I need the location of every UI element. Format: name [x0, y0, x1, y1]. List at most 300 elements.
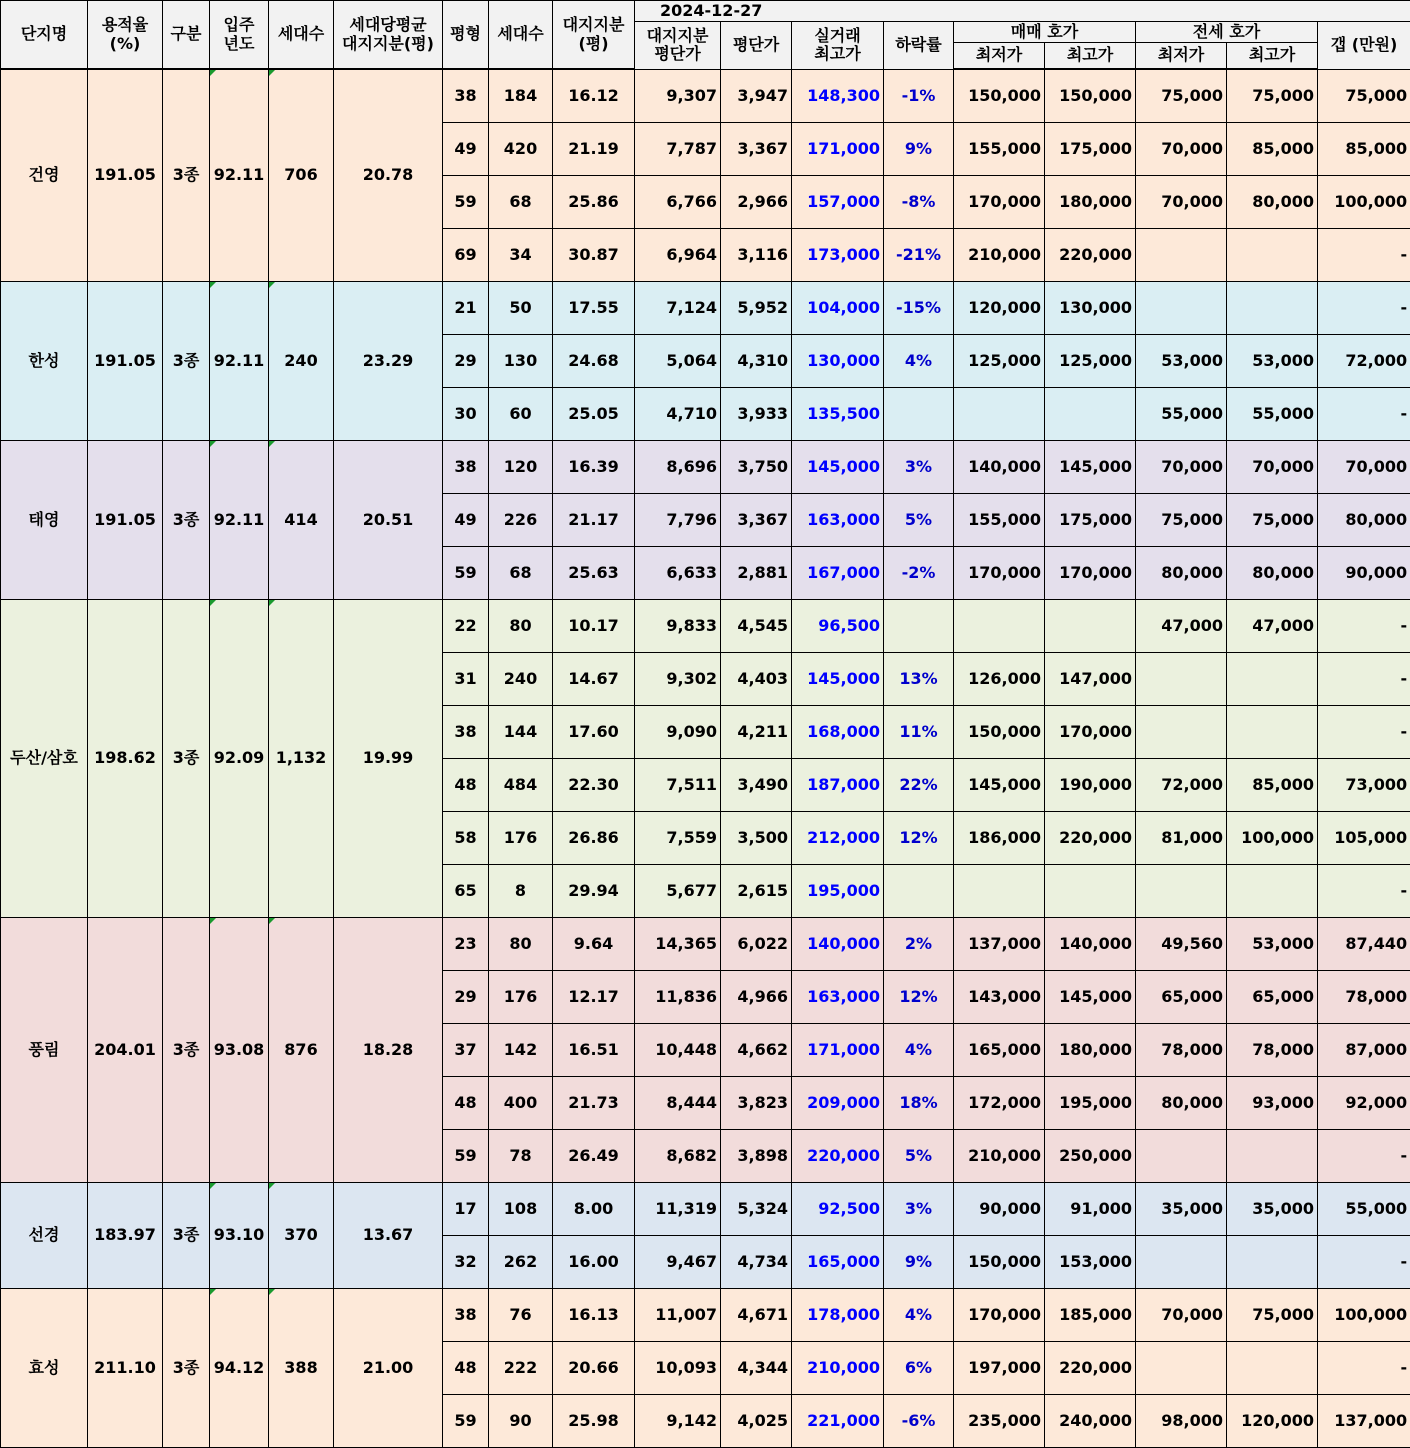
- jeonse-min-cell[interactable]: [1136, 1342, 1227, 1395]
- deal-price-cell[interactable]: 140,000: [792, 918, 884, 971]
- deal-price-cell[interactable]: 104,000: [792, 282, 884, 335]
- deal-price-cell[interactable]: 171,000: [792, 1024, 884, 1077]
- size-cell[interactable]: 32: [443, 1236, 489, 1289]
- deal-price-cell[interactable]: 168,000: [792, 706, 884, 759]
- land-price-cell[interactable]: 8,696: [635, 441, 721, 494]
- size-cell[interactable]: 58: [443, 812, 489, 865]
- size-households-cell[interactable]: 8: [489, 865, 553, 918]
- complex-name-cell[interactable]: 효성: [1, 1289, 88, 1448]
- land-cell[interactable]: 17.60: [553, 706, 635, 759]
- gap-cell[interactable]: 85,000: [1318, 123, 1410, 176]
- sale-min-cell[interactable]: 155,000: [954, 494, 1045, 547]
- pyeong-price-cell[interactable]: 3,750: [721, 441, 792, 494]
- header-far[interactable]: [88, 1, 163, 70]
- size-cell[interactable]: 29: [443, 971, 489, 1024]
- gap-cell[interactable]: -: [1318, 1236, 1410, 1289]
- gap-cell[interactable]: 73,000: [1318, 759, 1410, 812]
- drop-rate-cell[interactable]: 4%: [884, 1289, 954, 1342]
- land-cell[interactable]: 14.67: [553, 653, 635, 706]
- land-cell[interactable]: 16.13: [553, 1289, 635, 1342]
- drop-rate-cell[interactable]: -15%: [884, 282, 954, 335]
- land-cell[interactable]: 29.94: [553, 865, 635, 918]
- far-cell[interactable]: 183.97: [88, 1183, 163, 1289]
- sale-min-cell[interactable]: 126,000: [954, 653, 1045, 706]
- year-cell[interactable]: 93.08: [210, 918, 269, 1183]
- jeonse-max-cell[interactable]: 65,000: [1227, 971, 1318, 1024]
- pyeong-price-cell[interactable]: 4,310: [721, 335, 792, 388]
- size-cell[interactable]: 49: [443, 123, 489, 176]
- pyeong-price-cell[interactable]: 2,966: [721, 176, 792, 229]
- size-households-cell[interactable]: 142: [489, 1024, 553, 1077]
- deal-price-cell[interactable]: 210,000: [792, 1342, 884, 1395]
- complex-name-cell[interactable]: 한성: [1, 282, 88, 441]
- jeonse-max-cell[interactable]: 35,000: [1227, 1183, 1318, 1236]
- zone-cell[interactable]: 3종: [163, 282, 210, 441]
- header-drop-rate[interactable]: [884, 22, 954, 70]
- header-avg-land[interactable]: [334, 1, 443, 70]
- pyeong-price-cell[interactable]: 4,966: [721, 971, 792, 1024]
- avg-land-cell[interactable]: 19.99: [334, 600, 443, 918]
- size-cell[interactable]: 59: [443, 176, 489, 229]
- land-price-cell[interactable]: 7,796: [635, 494, 721, 547]
- pyeong-price-cell[interactable]: 3,500: [721, 812, 792, 865]
- households-cell[interactable]: 876: [269, 918, 334, 1183]
- far-cell[interactable]: 191.05: [88, 69, 163, 282]
- land-cell[interactable]: 24.68: [553, 335, 635, 388]
- pyeong-price-cell[interactable]: 3,116: [721, 229, 792, 282]
- jeonse-max-cell[interactable]: [1227, 653, 1318, 706]
- gap-cell[interactable]: 78,000: [1318, 971, 1410, 1024]
- size-cell[interactable]: 38: [443, 441, 489, 494]
- zone-cell[interactable]: 3종: [163, 918, 210, 1183]
- sale-max-cell[interactable]: 145,000: [1045, 441, 1136, 494]
- deal-price-cell[interactable]: 195,000: [792, 865, 884, 918]
- land-price-cell[interactable]: 9,833: [635, 600, 721, 653]
- pyeong-price-cell[interactable]: 4,211: [721, 706, 792, 759]
- sale-max-cell[interactable]: 91,000: [1045, 1183, 1136, 1236]
- size-cell[interactable]: 59: [443, 1395, 489, 1448]
- avg-land-cell[interactable]: 20.51: [334, 441, 443, 600]
- sale-max-cell[interactable]: 153,000: [1045, 1236, 1136, 1289]
- land-price-cell[interactable]: 10,448: [635, 1024, 721, 1077]
- gap-cell[interactable]: 90,000: [1318, 547, 1410, 600]
- jeonse-min-cell[interactable]: 80,000: [1136, 547, 1227, 600]
- year-cell[interactable]: 92.11: [210, 282, 269, 441]
- jeonse-max-cell[interactable]: 93,000: [1227, 1077, 1318, 1130]
- jeonse-min-cell[interactable]: 98,000: [1136, 1395, 1227, 1448]
- sale-max-cell[interactable]: 220,000: [1045, 1342, 1136, 1395]
- sale-min-cell[interactable]: 170,000: [954, 547, 1045, 600]
- header-name[interactable]: [1, 1, 88, 70]
- deal-price-cell[interactable]: 178,000: [792, 1289, 884, 1342]
- households-cell[interactable]: 706: [269, 69, 334, 282]
- header-land[interactable]: [553, 1, 635, 70]
- pyeong-price-cell[interactable]: 3,367: [721, 494, 792, 547]
- jeonse-min-cell[interactable]: 78,000: [1136, 1024, 1227, 1077]
- header-zone[interactable]: [163, 1, 210, 70]
- jeonse-min-cell[interactable]: 75,000: [1136, 69, 1227, 123]
- avg-land-cell[interactable]: 23.29: [334, 282, 443, 441]
- sale-min-cell[interactable]: 235,000: [954, 1395, 1045, 1448]
- land-cell[interactable]: 16.00: [553, 1236, 635, 1289]
- sale-min-cell[interactable]: [954, 865, 1045, 918]
- size-households-cell[interactable]: 420: [489, 123, 553, 176]
- far-cell[interactable]: 191.05: [88, 441, 163, 600]
- drop-rate-cell[interactable]: -8%: [884, 176, 954, 229]
- gap-cell[interactable]: 87,000: [1318, 1024, 1410, 1077]
- gap-cell[interactable]: 70,000: [1318, 441, 1410, 494]
- jeonse-max-cell[interactable]: 100,000: [1227, 812, 1318, 865]
- pyeong-price-cell[interactable]: 3,490: [721, 759, 792, 812]
- deal-price-cell[interactable]: 173,000: [792, 229, 884, 282]
- size-cell[interactable]: 17: [443, 1183, 489, 1236]
- size-households-cell[interactable]: 484: [489, 759, 553, 812]
- jeonse-min-cell[interactable]: [1136, 653, 1227, 706]
- jeonse-max-cell[interactable]: 85,000: [1227, 759, 1318, 812]
- land-price-cell[interactable]: 5,677: [635, 865, 721, 918]
- jeonse-max-cell[interactable]: 80,000: [1227, 176, 1318, 229]
- sale-max-cell[interactable]: 150,000: [1045, 69, 1136, 123]
- year-cell[interactable]: 92.11: [210, 441, 269, 600]
- jeonse-max-cell[interactable]: 53,000: [1227, 918, 1318, 971]
- deal-price-cell[interactable]: 212,000: [792, 812, 884, 865]
- land-price-cell[interactable]: 6,766: [635, 176, 721, 229]
- land-price-cell[interactable]: 11,007: [635, 1289, 721, 1342]
- pyeong-price-cell[interactable]: 3,367: [721, 123, 792, 176]
- gap-cell[interactable]: 92,000: [1318, 1077, 1410, 1130]
- deal-price-cell[interactable]: 163,000: [792, 494, 884, 547]
- gap-cell[interactable]: 100,000: [1318, 176, 1410, 229]
- drop-rate-cell[interactable]: [884, 865, 954, 918]
- header-sale-group[interactable]: [954, 22, 1136, 43]
- header-jeonse-min[interactable]: [1136, 43, 1227, 70]
- far-cell[interactable]: 198.62: [88, 600, 163, 918]
- deal-price-cell[interactable]: 96,500: [792, 600, 884, 653]
- land-cell[interactable]: 17.55: [553, 282, 635, 335]
- sale-min-cell[interactable]: 170,000: [954, 176, 1045, 229]
- sale-max-cell[interactable]: 195,000: [1045, 1077, 1136, 1130]
- jeonse-min-cell[interactable]: 75,000: [1136, 494, 1227, 547]
- gap-cell[interactable]: 105,000: [1318, 812, 1410, 865]
- drop-rate-cell[interactable]: -6%: [884, 1395, 954, 1448]
- sale-max-cell[interactable]: [1045, 388, 1136, 441]
- gap-cell[interactable]: 72,000: [1318, 335, 1410, 388]
- jeonse-min-cell[interactable]: 70,000: [1136, 176, 1227, 229]
- sale-min-cell[interactable]: 143,000: [954, 971, 1045, 1024]
- size-households-cell[interactable]: 262: [489, 1236, 553, 1289]
- households-cell[interactable]: 240: [269, 282, 334, 441]
- pyeong-price-cell[interactable]: 3,933: [721, 388, 792, 441]
- zone-cell[interactable]: 3종: [163, 1183, 210, 1289]
- jeonse-max-cell[interactable]: [1227, 706, 1318, 759]
- sale-max-cell[interactable]: 180,000: [1045, 1024, 1136, 1077]
- jeonse-min-cell[interactable]: [1136, 1236, 1227, 1289]
- land-cell[interactable]: 21.17: [553, 494, 635, 547]
- drop-rate-cell[interactable]: 18%: [884, 1077, 954, 1130]
- drop-rate-cell[interactable]: -1%: [884, 69, 954, 123]
- sale-max-cell[interactable]: 190,000: [1045, 759, 1136, 812]
- gap-cell[interactable]: -: [1318, 706, 1410, 759]
- gap-cell[interactable]: 100,000: [1318, 1289, 1410, 1342]
- header-gap[interactable]: [1318, 22, 1410, 70]
- complex-name-cell[interactable]: 태영: [1, 441, 88, 600]
- deal-price-cell[interactable]: 171,000: [792, 123, 884, 176]
- jeonse-min-cell[interactable]: 55,000: [1136, 388, 1227, 441]
- land-cell[interactable]: 21.19: [553, 123, 635, 176]
- land-price-cell[interactable]: 7,511: [635, 759, 721, 812]
- size-households-cell[interactable]: 76: [489, 1289, 553, 1342]
- land-price-cell[interactable]: 7,559: [635, 812, 721, 865]
- drop-rate-cell[interactable]: 6%: [884, 1342, 954, 1395]
- drop-rate-cell[interactable]: 5%: [884, 494, 954, 547]
- size-cell[interactable]: 37: [443, 1024, 489, 1077]
- land-cell[interactable]: 25.63: [553, 547, 635, 600]
- land-price-cell[interactable]: 9,467: [635, 1236, 721, 1289]
- jeonse-max-cell[interactable]: 53,000: [1227, 335, 1318, 388]
- size-households-cell[interactable]: 78: [489, 1130, 553, 1183]
- deal-price-cell[interactable]: 187,000: [792, 759, 884, 812]
- drop-rate-cell[interactable]: 13%: [884, 653, 954, 706]
- jeonse-max-cell[interactable]: [1227, 865, 1318, 918]
- land-price-cell[interactable]: 5,064: [635, 335, 721, 388]
- sale-min-cell[interactable]: 125,000: [954, 335, 1045, 388]
- jeonse-max-cell[interactable]: 120,000: [1227, 1395, 1318, 1448]
- households-cell[interactable]: 1,132: [269, 600, 334, 918]
- sale-max-cell[interactable]: 180,000: [1045, 176, 1136, 229]
- size-households-cell[interactable]: 176: [489, 971, 553, 1024]
- land-price-cell[interactable]: 6,633: [635, 547, 721, 600]
- sale-min-cell[interactable]: 155,000: [954, 123, 1045, 176]
- gap-cell[interactable]: -: [1318, 865, 1410, 918]
- land-price-cell[interactable]: 9,142: [635, 1395, 721, 1448]
- jeonse-min-cell[interactable]: [1136, 229, 1227, 282]
- sale-max-cell[interactable]: 140,000: [1045, 918, 1136, 971]
- size-cell[interactable]: 23: [443, 918, 489, 971]
- land-cell[interactable]: 26.86: [553, 812, 635, 865]
- drop-rate-cell[interactable]: 9%: [884, 123, 954, 176]
- jeonse-min-cell[interactable]: 65,000: [1136, 971, 1227, 1024]
- jeonse-max-cell[interactable]: 55,000: [1227, 388, 1318, 441]
- drop-rate-cell[interactable]: [884, 388, 954, 441]
- sale-min-cell[interactable]: 90,000: [954, 1183, 1045, 1236]
- gap-cell[interactable]: 55,000: [1318, 1183, 1410, 1236]
- size-households-cell[interactable]: 120: [489, 441, 553, 494]
- land-cell[interactable]: 25.86: [553, 176, 635, 229]
- size-households-cell[interactable]: 184: [489, 69, 553, 123]
- jeonse-max-cell[interactable]: [1227, 282, 1318, 335]
- deal-price-cell[interactable]: 148,300: [792, 69, 884, 123]
- complex-name-cell[interactable]: 선경: [1, 1183, 88, 1289]
- sale-min-cell[interactable]: 137,000: [954, 918, 1045, 971]
- gap-cell[interactable]: 75,000: [1318, 69, 1410, 123]
- zone-cell[interactable]: 3종: [163, 1289, 210, 1448]
- pyeong-price-cell[interactable]: 4,662: [721, 1024, 792, 1077]
- size-cell[interactable]: 38: [443, 69, 489, 123]
- gap-cell[interactable]: -: [1318, 1342, 1410, 1395]
- year-cell[interactable]: 94.12: [210, 1289, 269, 1448]
- deal-price-cell[interactable]: 220,000: [792, 1130, 884, 1183]
- size-cell[interactable]: 49: [443, 494, 489, 547]
- land-price-cell[interactable]: 10,093: [635, 1342, 721, 1395]
- land-cell[interactable]: 20.66: [553, 1342, 635, 1395]
- drop-rate-cell[interactable]: 4%: [884, 335, 954, 388]
- drop-rate-cell[interactable]: 12%: [884, 812, 954, 865]
- pyeong-price-cell[interactable]: 2,881: [721, 547, 792, 600]
- size-households-cell[interactable]: 60: [489, 388, 553, 441]
- size-households-cell[interactable]: 90: [489, 1395, 553, 1448]
- zone-cell[interactable]: 3종: [163, 69, 210, 282]
- size-cell[interactable]: 48: [443, 1342, 489, 1395]
- header-jeonse-group[interactable]: [1136, 22, 1318, 43]
- land-price-cell[interactable]: 8,682: [635, 1130, 721, 1183]
- jeonse-min-cell[interactable]: 81,000: [1136, 812, 1227, 865]
- land-cell[interactable]: 16.12: [553, 69, 635, 123]
- drop-rate-cell[interactable]: 9%: [884, 1236, 954, 1289]
- deal-price-cell[interactable]: 163,000: [792, 971, 884, 1024]
- jeonse-max-cell[interactable]: 75,000: [1227, 1289, 1318, 1342]
- size-cell[interactable]: 22: [443, 600, 489, 653]
- sale-max-cell[interactable]: 175,000: [1045, 494, 1136, 547]
- land-cell[interactable]: 21.73: [553, 1077, 635, 1130]
- jeonse-min-cell[interactable]: [1136, 1130, 1227, 1183]
- sale-max-cell[interactable]: 175,000: [1045, 123, 1136, 176]
- header-pyeong-price[interactable]: [721, 22, 792, 70]
- land-cell[interactable]: 26.49: [553, 1130, 635, 1183]
- size-cell[interactable]: 30: [443, 388, 489, 441]
- deal-price-cell[interactable]: 135,500: [792, 388, 884, 441]
- pyeong-price-cell[interactable]: 3,823: [721, 1077, 792, 1130]
- sale-max-cell[interactable]: [1045, 600, 1136, 653]
- far-cell[interactable]: 211.10: [88, 1289, 163, 1448]
- header-year[interactable]: [210, 1, 269, 70]
- jeonse-min-cell[interactable]: 49,560: [1136, 918, 1227, 971]
- size-cell[interactable]: 38: [443, 706, 489, 759]
- jeonse-min-cell[interactable]: 70,000: [1136, 441, 1227, 494]
- header-date[interactable]: [635, 1, 1410, 22]
- land-cell[interactable]: 16.39: [553, 441, 635, 494]
- jeonse-max-cell[interactable]: 75,000: [1227, 494, 1318, 547]
- households-cell[interactable]: 388: [269, 1289, 334, 1448]
- drop-rate-cell[interactable]: 22%: [884, 759, 954, 812]
- land-price-cell[interactable]: 9,302: [635, 653, 721, 706]
- land-cell[interactable]: 30.87: [553, 229, 635, 282]
- pyeong-price-cell[interactable]: 4,545: [721, 600, 792, 653]
- gap-cell[interactable]: -: [1318, 388, 1410, 441]
- size-households-cell[interactable]: 144: [489, 706, 553, 759]
- sale-max-cell[interactable]: 185,000: [1045, 1289, 1136, 1342]
- jeonse-max-cell[interactable]: 85,000: [1227, 123, 1318, 176]
- land-price-cell[interactable]: 7,787: [635, 123, 721, 176]
- header-sale-max[interactable]: [1045, 43, 1136, 70]
- land-price-cell[interactable]: 14,365: [635, 918, 721, 971]
- size-cell[interactable]: 31: [443, 653, 489, 706]
- pyeong-price-cell[interactable]: 3,947: [721, 69, 792, 123]
- land-price-cell[interactable]: 11,319: [635, 1183, 721, 1236]
- size-households-cell[interactable]: 80: [489, 600, 553, 653]
- land-price-cell[interactable]: 8,444: [635, 1077, 721, 1130]
- year-cell[interactable]: 92.09: [210, 600, 269, 918]
- sale-min-cell[interactable]: 210,000: [954, 1130, 1045, 1183]
- jeonse-min-cell[interactable]: 47,000: [1136, 600, 1227, 653]
- jeonse-max-cell[interactable]: [1227, 1236, 1318, 1289]
- zone-cell[interactable]: 3종: [163, 600, 210, 918]
- sale-min-cell[interactable]: 145,000: [954, 759, 1045, 812]
- size-households-cell[interactable]: 68: [489, 547, 553, 600]
- jeonse-min-cell[interactable]: 70,000: [1136, 1289, 1227, 1342]
- sale-max-cell[interactable]: 130,000: [1045, 282, 1136, 335]
- deal-price-cell[interactable]: 145,000: [792, 441, 884, 494]
- size-cell[interactable]: 65: [443, 865, 489, 918]
- size-households-cell[interactable]: 34: [489, 229, 553, 282]
- land-cell[interactable]: 25.05: [553, 388, 635, 441]
- sale-min-cell[interactable]: 165,000: [954, 1024, 1045, 1077]
- size-households-cell[interactable]: 176: [489, 812, 553, 865]
- jeonse-min-cell[interactable]: [1136, 282, 1227, 335]
- land-cell[interactable]: 9.64: [553, 918, 635, 971]
- jeonse-min-cell[interactable]: [1136, 706, 1227, 759]
- sale-max-cell[interactable]: 170,000: [1045, 547, 1136, 600]
- sale-max-cell[interactable]: 147,000: [1045, 653, 1136, 706]
- size-households-cell[interactable]: 50: [489, 282, 553, 335]
- jeonse-max-cell[interactable]: 70,000: [1227, 441, 1318, 494]
- size-households-cell[interactable]: 240: [489, 653, 553, 706]
- jeonse-max-cell[interactable]: [1227, 1342, 1318, 1395]
- sale-max-cell[interactable]: 220,000: [1045, 229, 1136, 282]
- households-cell[interactable]: 414: [269, 441, 334, 600]
- deal-price-cell[interactable]: 165,000: [792, 1236, 884, 1289]
- size-cell[interactable]: 48: [443, 1077, 489, 1130]
- jeonse-min-cell[interactable]: 70,000: [1136, 123, 1227, 176]
- size-cell[interactable]: 48: [443, 759, 489, 812]
- avg-land-cell[interactable]: 20.78: [334, 69, 443, 282]
- sale-max-cell[interactable]: 170,000: [1045, 706, 1136, 759]
- year-cell[interactable]: 93.10: [210, 1183, 269, 1289]
- gap-cell[interactable]: -: [1318, 600, 1410, 653]
- pyeong-price-cell[interactable]: 3,898: [721, 1130, 792, 1183]
- drop-rate-cell[interactable]: 12%: [884, 971, 954, 1024]
- far-cell[interactable]: 191.05: [88, 282, 163, 441]
- pyeong-price-cell[interactable]: 4,671: [721, 1289, 792, 1342]
- pyeong-price-cell[interactable]: 4,344: [721, 1342, 792, 1395]
- jeonse-min-cell[interactable]: 72,000: [1136, 759, 1227, 812]
- jeonse-max-cell[interactable]: 78,000: [1227, 1024, 1318, 1077]
- sale-max-cell[interactable]: 240,000: [1045, 1395, 1136, 1448]
- size-households-cell[interactable]: 226: [489, 494, 553, 547]
- pyeong-price-cell[interactable]: 5,952: [721, 282, 792, 335]
- size-households-cell[interactable]: 400: [489, 1077, 553, 1130]
- drop-rate-cell[interactable]: -2%: [884, 547, 954, 600]
- drop-rate-cell[interactable]: 4%: [884, 1024, 954, 1077]
- households-cell[interactable]: 370: [269, 1183, 334, 1289]
- sale-max-cell[interactable]: [1045, 865, 1136, 918]
- drop-rate-cell[interactable]: 5%: [884, 1130, 954, 1183]
- pyeong-price-cell[interactable]: 4,403: [721, 653, 792, 706]
- sale-max-cell[interactable]: 220,000: [1045, 812, 1136, 865]
- pyeong-price-cell[interactable]: 6,022: [721, 918, 792, 971]
- header-size-households[interactable]: [489, 1, 553, 70]
- pyeong-price-cell[interactable]: 2,615: [721, 865, 792, 918]
- jeonse-max-cell[interactable]: 47,000: [1227, 600, 1318, 653]
- size-cell[interactable]: 38: [443, 1289, 489, 1342]
- gap-cell[interactable]: -: [1318, 282, 1410, 335]
- sale-min-cell[interactable]: 210,000: [954, 229, 1045, 282]
- gap-cell[interactable]: -: [1318, 229, 1410, 282]
- sale-min-cell[interactable]: 170,000: [954, 1289, 1045, 1342]
- complex-name-cell[interactable]: 두산/삼호: [1, 600, 88, 918]
- header-land-price[interactable]: [635, 22, 721, 70]
- land-price-cell[interactable]: 9,307: [635, 69, 721, 123]
- avg-land-cell[interactable]: 18.28: [334, 918, 443, 1183]
